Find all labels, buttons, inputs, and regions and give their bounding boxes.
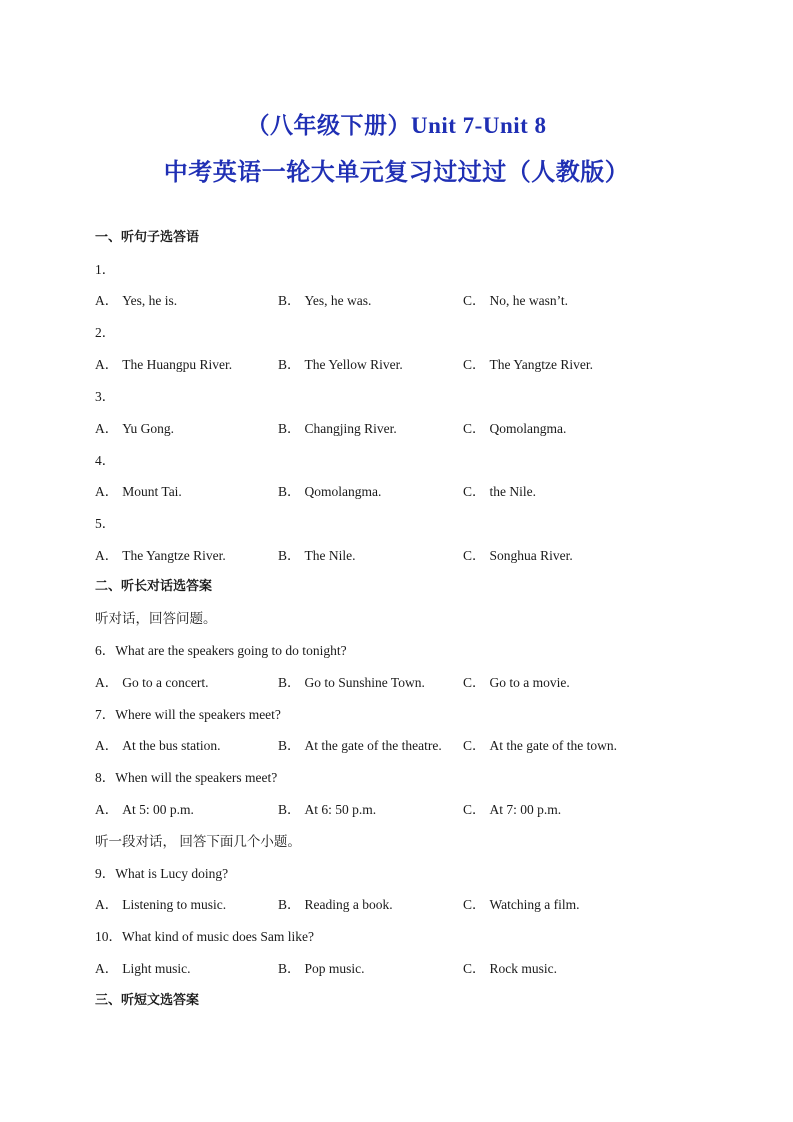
section-heading-1: 一、听句子选答语 — [95, 230, 200, 245]
option-b: B． Reading a book. — [278, 897, 393, 912]
document-title-line-2: 中考英语一轮大单元复习过过过（人教版） — [163, 160, 630, 186]
option-b: B． Go to Sunshine Town. — [278, 675, 425, 690]
part2-instruction: 听对话，回答问题。 — [95, 611, 217, 626]
option-c: C． Go to a movie. — [463, 675, 570, 690]
option-a: A． Go to a concert. — [95, 675, 209, 690]
part2-instruction-b: 听一段对话， 回答下面几个小题。 — [95, 834, 301, 849]
question-8-stem: 8．When will the speakers meet? — [95, 770, 278, 785]
document-title-line-1: （八年级下册）Unit 7-Unit 8 — [246, 113, 547, 138]
option-c: C． At the gate of the town. — [463, 738, 617, 753]
option-a: A． Mount Tai. — [95, 484, 182, 499]
option-b: B． At the gate of the theatre. — [278, 738, 442, 753]
option-a: A． Listening to music. — [95, 897, 227, 912]
question-1-options — [95, 292, 715, 310]
option-b: B． The Nile. — [278, 548, 356, 563]
option-c: C． Songhua River. — [463, 548, 573, 563]
question-6-options — [95, 674, 715, 692]
question-1-stem: 1． — [95, 262, 116, 277]
option-a: A． The Huangpu River. — [95, 357, 233, 372]
question-9-options — [95, 896, 715, 914]
option-c: C． Watching a film. — [463, 897, 580, 912]
question-5-stem: 5． — [95, 516, 116, 531]
question-8-options — [95, 801, 715, 819]
question-6-stem: 6．What are the speakers going to do tonight? — [95, 643, 347, 658]
option-b: B． Pop music. — [278, 961, 365, 976]
option-a: A． At 5: 00 p.m. — [95, 802, 194, 817]
option-b: B． Yes, he was. — [278, 293, 372, 308]
option-a: A． Light music. — [95, 961, 191, 976]
option-b: B． At 6: 50 p.m. — [278, 802, 377, 817]
question-7-options — [95, 737, 715, 755]
option-c: C． Rock music. — [463, 961, 558, 976]
option-b: B． Qomolangma. — [278, 484, 382, 499]
option-a: A． Yu Gong. — [95, 421, 175, 436]
question-9-stem: 9．What is Lucy doing? — [95, 866, 229, 881]
option-c: C． At 7: 00 p.m. — [463, 802, 562, 817]
option-c: C． The Yangtze River. — [463, 357, 594, 372]
question-2-stem: 2． — [95, 325, 116, 340]
question-10-options — [95, 960, 715, 978]
option-c: C． the Nile. — [463, 484, 537, 499]
option-c: C． Qomolangma. — [463, 421, 567, 436]
section-heading-3: 三、听短文选答案 — [95, 993, 200, 1008]
question-3-stem: 3． — [95, 389, 116, 404]
section-heading-2: 二、听长对话选答案 — [95, 579, 213, 594]
option-b: B． Changjing River. — [278, 421, 397, 436]
option-c: C． No, he wasn’t. — [463, 293, 569, 308]
question-10-stem: 10．What kind of music does Sam like? — [95, 929, 314, 944]
question-5-options — [95, 547, 715, 565]
question-7-stem: 7．Where will the speakers meet? — [95, 707, 281, 722]
question-2-options — [95, 356, 715, 374]
question-4-stem: 4． — [95, 453, 116, 468]
question-4-options — [95, 483, 715, 501]
option-a: A． The Yangtze River. — [95, 548, 226, 563]
option-b: B． The Yellow River. — [278, 357, 403, 372]
option-a: A． Yes, he is. — [95, 293, 178, 308]
option-a: A． At the bus station. — [95, 738, 221, 753]
question-3-options — [95, 420, 715, 438]
